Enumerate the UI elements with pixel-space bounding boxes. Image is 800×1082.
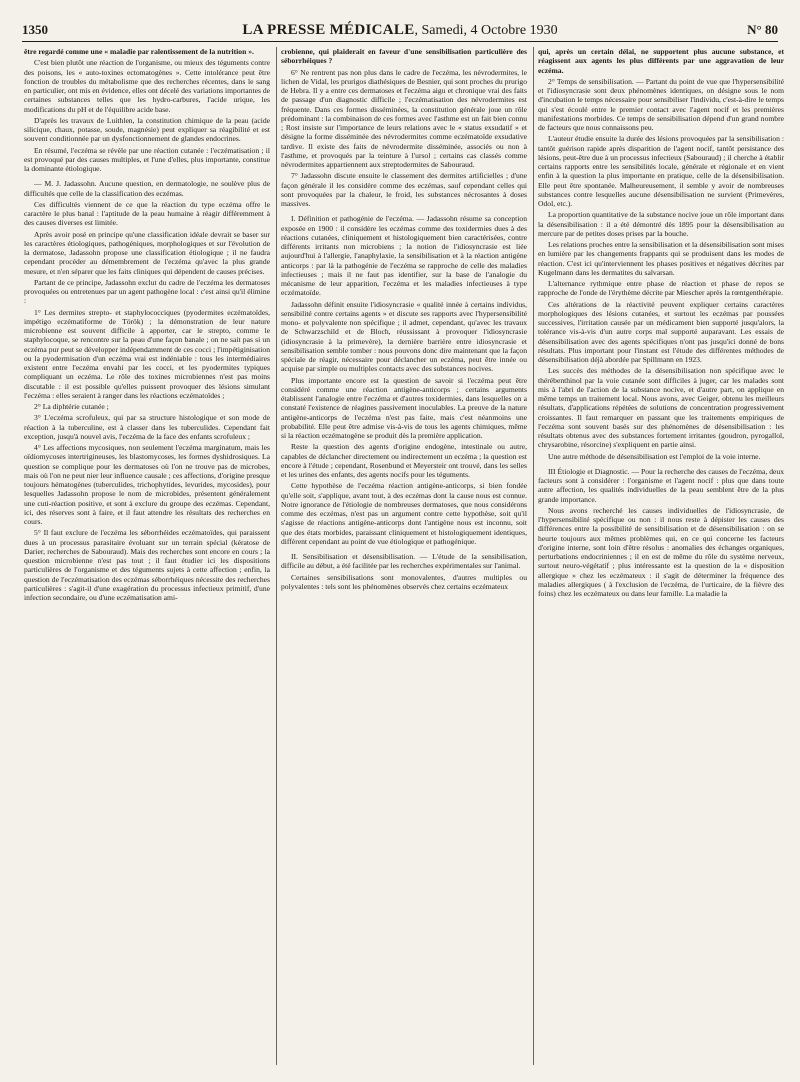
paragraph: 4° Les affections mycosiques, non seulement l'eczéma marginatum, mais les oïdiomycoses intertrigineuses, les blastomycoses, les formes dyshidrosiques. La question se complique pour les dermatoses où l'on ne trouve pas de microbes, mais où l'on ne peut nier leur influence causale ; ces affections, d'origine presque toujours hématogènes (tuberculides, trichophytides, levurides, mycosides), pour lesquelles Jadassohn propose le nom de microbides, présentent généralement une cuti-réaction positive, et sont à exclure du groupe des eczémas. Cependant, ici, des réserves sont à faire, et il faut attendre les résultats des recherches en cours. bbox=[24, 443, 270, 526]
paragraph: L'alternance rythmique entre phase de réaction et phase de repos se rapproche de l'onde de l'érythème décrite par Miescher après la rœntgenthérapie. bbox=[538, 279, 784, 298]
paragraph: D'après les travaux de Luithlen, la constitution chimique de la peau (acide silicique, chaux, potasse, soude, magnésie) peut expliquer sa réagibilité et est souvent conditionnée par un dysfonctionnement de glandes endocrines. bbox=[24, 115, 270, 144]
column-divider bbox=[276, 47, 277, 1065]
paragraph: II. Sensibilisation et désensibilisation. — L'étude de la sensibilisation, difficile au début, a été facilitée par les recherches expérimentales sur l'animal. bbox=[281, 552, 527, 571]
paragraph: Jadassohn définit ensuite l'idiosyncrasie « qualité innée à certains individus, sensibilité contre certains agents » et discute ses rapports avec l'hypersensibilité mono- et polyvalente non spécifique ; il admet, cependant, qu'avec les travaux de Schwarzschild et de Bloch, réussissant à provoquer l'idiosyncrasie (idiosyncrasie à la primevère), la dernière barrière entre idiosyncrasie et sensibilisation semble tomber : nous pouvons donc dire maintenant que la façon spéciale de réagir, nécessaire pour déclancher un eczéma, peut être innée ou acquise par simple ou multiples contacts avec des substances nocives. bbox=[281, 299, 527, 374]
paragraph: Les succès des méthodes de la désensibilisation non spécifique avec le thérébenthinol par la voie cutanée sont difficiles à juger, car les malades sont mis à l'abri de l'action de la substance nocive, et d'autre part, on applique en même temps un traitement local. Nous avons, avec Geiger, obtenu les meilleurs résultats, d'applications répétées de solutions de concentration progressivement croissantes. Il faut remarquer en passant que les traitements empiriques de l'eczéma sont souvent basés sur des phénomènes de désensibilisation : les résultats obtenus avec des substances fortement irritantes (goudron, pyrogallol, chrysarobine, résorcine) s'expliquent en partie ainsi. bbox=[538, 366, 784, 450]
paragraph: C'est bien plutôt une réaction de l'organisme, ou mieux des téguments contre des poisons, les « auto-toxines ectomatogènes ». Cette intolérance peut être fonction de troubles du métabolisme que des recherches récentes, dans le sang en particulier, ont mis en évidence, elles ont décelé des variations importantes de certaines substances telles que les hydro-carbures, l'acide urique, les modifications du pH et de l'équilibre acide base. bbox=[24, 58, 270, 114]
paragraph: Reste la question des agents d'origine endogène, intestinale ou autre, capables de déclancher directement ou indirectement un eczéma ; la question est encore à l'étude ; cependant, Rosenbund et Meyersteir ont trouvé, dans les selles et les urines des enfants, des agents nocifs pour les téguments. bbox=[281, 442, 527, 479]
paragraph: I. Définition et pathogénie de l'eczéma. — Jadassohn résume sa conception exposée en 1900 : il considère les eczémas comme des toxidermies dues à des réactions cutanées, cliniquement et histologiquement bien caractérisées, contre différents irritants non microbiens ; la notion de l'idiosyncrasie est liée aujourd'hui à l'allergie, l'anaphylaxie, la sensibilisation et à la réaction antigène anticorps : par là la pathogénie de l'eczéma se rapproche de celle des maladies infectieuses ; mais il ne faut pas identifier, sur la base de l'analogie du mécanisme de leur apparition, l'eczéma et les maladies infectieuses à type eczématoïde. bbox=[281, 214, 527, 298]
paragraph: 3° L'eczéma scrofuleux, qui par sa structure histologique et son mode de réaction à la tuberculine, est à classer dans les tuberculides. Cependant fait exception, jusqu'à nouvel avis, l'eczéma de la face des enfants scrofuleux ; bbox=[24, 413, 270, 441]
header-rule bbox=[22, 41, 778, 42]
text-column-1 bbox=[24, 47, 270, 1065]
text-column-2 bbox=[281, 47, 527, 1065]
paragraph: qui, après un certain délai, ne supportent plus aucune substance, et réagissent aux agents les plus différents par une aggravation de leur eczéma. bbox=[538, 47, 784, 75]
column-divider bbox=[533, 47, 534, 1065]
paragraph: 5° Il faut exclure de l'eczéma les séborrhéides eczématoïdes, qui paraissent dues à un processus parasitaire évoluant sur un terrain spécial (kératose de Darier, recherches de Sabouraud). Mais des recherches sont encore en cours ; la question microbienne n'est pas tout ; il faut étudier ici les dispositions particulières de l'organisme et des téguments sujets à cette affection ; enfin, la question de l'eczématisation des eczémas séborrhéiques nécessite des recherches particulières : s'agit-il d'une exagération du processus infectieux primitif, d'une infection secondaire, ou d'une eczématisation ami- bbox=[24, 528, 270, 602]
page-header bbox=[22, 22, 778, 42]
issue-number: N° 80 bbox=[747, 22, 778, 37]
paragraph: 2° Temps de sensibilisation. — Partant du point de vue que l'hypersensibilité et l'idiosyncrasie sont deux phénomènes identiques, on désigne sous le nom d'incubation le temps nécessaire pour sensibiliser l'individu, c'est-à-dire le temps qui s'est écoulé entre le premier contact avec l'agent nocif et les premières manifestations morbides. Ce temps de sensibilisation dépend d'un grand nombre de facteurs que nous connaissons peu. bbox=[538, 76, 784, 132]
journal-header-line: LA PRESSE MÉDICALE, Samedi, 4 Octobre 1930 bbox=[242, 22, 558, 38]
paragraph: En résumé, l'eczéma se révèle par une réaction cutanée : l'eczématisation ; il est provoqué par des causes multiples, et l'une d'elles, plus importante, constitue la dominante étiologique. bbox=[24, 145, 270, 173]
paragraph: 7° Jadassohn discute ensuite le classement des dermites artificielles ; d'une façon générale il les considère comme des eczémas, sauf cependant celles qui sont provoquées par la chaleur, le froid, les substances nécrosantes à doses massives. bbox=[281, 171, 527, 208]
paragraph: Une autre méthode de désensibilisation est l'emploi de la voie interne. bbox=[548, 451, 761, 461]
paragraph: 2° La diphtérie cutanée ; bbox=[34, 402, 109, 411]
paragraph: être regardé comme une « maladie par ralentissement de la nutrition ». bbox=[24, 47, 254, 56]
paragraph: Nous avons recherché les causes individuelles de l'idiosyncrasie, de l'hypersensibilité spécifique ou non : il nous reste à dépister les causes des différences entre la possibilité de sensibilisation et de désensibilisation : on se heurte toujours aux mêmes problèmes qui, en ce qui concerne les facteurs d'origine interne, sont loin d'être résolus : anomalies des échanges organiques, perturbations endocriniennes ; il en est de même du rôle du système nerveux, surtout neuro-végétatif ; plus intéressante est la question de la « disposition allergique » chez les eczémateux : il s'agit de déterminer la fréquence des maladies allergiques ( à l'exclusion de l'eczéma, de l'urticaire, de la fièvre des foins) chez les eczémateux ou dans leur famille. La maladie la bbox=[538, 505, 784, 598]
paragraph: 6° Ne rentrent pas non plus dans le cadre de l'eczéma, les névrodermites, le lichen de Vidal, les prurigos diathésiques de Besnier, qui sont proches du prurigo de Hebra. Il y a entre ces dermatoses et l'eczéma aigu et chronique vrai des faits de passage d'un diagnostic difficile ; l'eczématisation des névrodermites est fréquente. Dans ces formes disséminées, la constitution générale joue un rôle prédominant : la combinaison de ces formes avec l'asthme est un fait bien connu ; Rost insiste sur l'importance de leurs relations avec le « status exsudatif » et désigne la forme disséminée des névrodermites comme eczématoïde exsudative tardive. Il existe des faits de névrodermite disséminée, associés ou non à l'asthme, et provoqués par la teinture à l'ursol ; certains cas classés comme névrodermites appartiennent aux streptodermites de Sabouraud. bbox=[281, 67, 527, 169]
paragraph: Ces altérations de la réactivité peuvent expliquer certains caractères morphologiques des lésions cutanées, et surtout les eczémas par poussées successives, l'irritation causée par un médicament bien supporté jusqu'alors, la tolérance vis-à-vis d'un autre corps mal supporté auparavant. Les essais de désensibilisation avec des agents spécifiques n'ont pas jusqu'ici donné de bons résultats. Plus important pour l'instant est l'étude des différentes méthodes de désensibilisation déjà abordée par Spillmann en 1923. bbox=[538, 299, 784, 364]
paragraph: III Étiologie et Diagnostic. — Pour la recherche des causes de l'eczéma, deux facteurs sont à considérer : l'organisme et l'agent nocif : plus que dans toute autre affection, les qualités individuelles de la peau semblent être de la plus grande importance. bbox=[538, 466, 784, 504]
issue-date: Samedi, 4 Octobre 1930 bbox=[421, 23, 558, 38]
journal-title: LA PRESSE MÉDICALE bbox=[242, 22, 415, 38]
paragraph: Certaines sensibilisations sont monovalentes, d'autres multiples ou polyvalentes : tels sont les phénomènes observés chez certains eczémateux bbox=[281, 572, 527, 591]
paragraph: — M. J. Jadassohn. Aucune question, en dermatologie, ne soulève plus de difficultés que celle de la classification des eczémas. bbox=[24, 179, 270, 198]
paragraph: Partant de ce principe, Jadassohn exclut du cadre de l'eczéma les dermatoses provoquées ou entretenues par un agent pathogène local : c'est ainsi qu'il élimine : bbox=[24, 277, 270, 306]
paragraph: L'auteur étudie ensuite la durée des lésions provoquées par la sensibilisation : tantôt guérison rapide après disparition de l'agent nocif, tantôt persistance des lésions, peut-être due à un processus infectieux (Sabouraud) ; il cherche à établir certains rapports entre les sensibilités locale, générale et régionale et en vient enfin à la question la plus importante en pratique, celle de la désensibilisation. Elle peut être spontanée. Malheureusement, il semble y avoir de nombreuses substances contre lesquelles aucune désensibilisation ne survient (Primevères, Odol, etc.). bbox=[538, 134, 784, 208]
paragraph: La proportion quantitative de la substance nocive joue un rôle important dans la désensibilisation : il a été démontré dès 1895 pour la désensibilisation au mercure par de petites doses prises par la bouche. bbox=[538, 210, 784, 238]
page-number: 1350 bbox=[22, 22, 48, 37]
text-column-3 bbox=[538, 47, 784, 1065]
paragraph: Les relations proches entre la sensibilisation et la désensibilisation sont mises en lumière par les changements frappants qui se produisent dans les modes de réaction. C'est ici qu'interviennent les phases positives et négatives décrites par Kugelmann dans les dermatites du salvarsan. bbox=[538, 240, 784, 277]
paragraph: crobienne, qui plaiderait en faveur d'une sensibilisation particulière des séborrhéiques ? bbox=[281, 47, 527, 66]
paragraph: 1° Les dermites strepto- et staphylococciques (pyodermites eczématoïdes, impétigo eczématiforme de Török) ; la démonstration de leur nature microbienne est souvent difficile à apporter, car le strepto, comme le staphylocoque, se rencontre sur la peau d'une façon banale ; on ne sait pas si un eczéma pur peut se développer indépendamment de ces cocci ; l'impétiginisation ou la pyodermisation d'un eczéma vrai est indéniable : tous les intermédiaires existent entre l'eczéma envahi par les cocci, et les pyodermites typiques compliquant un eczéma. Le rôle des toxines microbiennes n'est pas moins discutable : il est possible qu'elles puissent provoquer des lésions simulant l'eczéma : elles seraient à ranger dans les réactions eczématoïdes ; bbox=[24, 307, 270, 400]
paragraph: Ces difficultés viennent de ce que la réaction du type eczéma offre le caractère le plus banal : l'aptitude de la peau humaine à réagir différemment à des causes diverses est limitée. bbox=[24, 199, 270, 228]
paragraph: Cette hypothèse de l'eczéma réaction antigène-anticorps, si bien fondée qu'elle soit, s'applique, avant tout, à des eczémas dont la cause nous est connue. Notre ignorance de l'étiologie de nombreuses dermatoses, que nous considérons comme des eczémas, n'est pas un argument contre cette hypothèse, soit qu'il s'agisse de réactions antigène-anticorps dont l'antigène nous est inconnu, soit que des états morbides, paraissant cliniquement et histologiquement identiques, diffèrent cependant au point de vue étiologique et pathogénique. bbox=[281, 481, 527, 546]
paragraph: Après avoir posé en principe qu'une classification idéale devrait se baser sur les caractères étiologiques, pathogéniques, morphologiques et sur l'évolution de la dermatose, Jadassohn propose une classification étiologique ; il ne faudra cependant procéder au démembrement de l'eczéma qu'avec la plus grande mesure, et n'en séparer que les faits cliniques qui dépendent de causes précises. bbox=[24, 229, 270, 276]
paragraph: Plus importante encore est la question de savoir si l'eczéma peut être considéré comme une réaction antigène-anticorps ; certains arguments établissent l'analogie entre l'eczéma et d'autres toxidermies, dans lesquelles on a constaté l'existence de réagines passivement inoculables. La preuve de la nature antigène-anticorps de l'eczéma n'est pas faite, mais c'est néanmoins une probabilité. Elle peut être admise vis-à-vis de tous les agents chimiques, même si la réaction eczématogène se produit dès la première application. bbox=[281, 375, 527, 440]
